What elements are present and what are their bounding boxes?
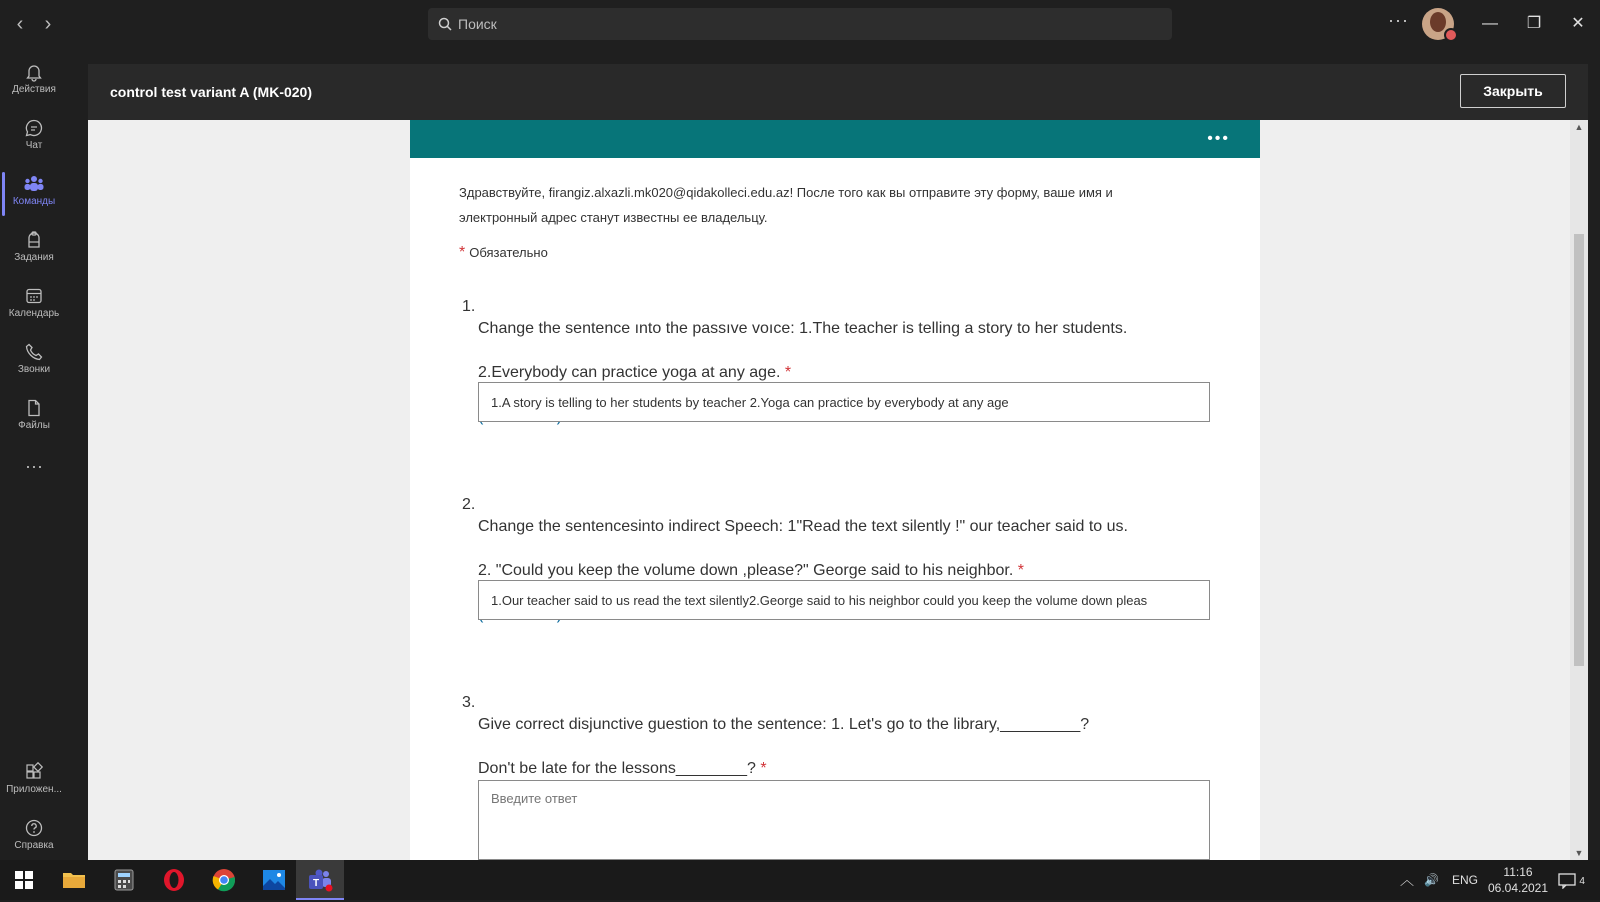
rail-item-help[interactable]: [0, 810, 68, 866]
left-rail: [0, 48, 68, 860]
rail-label: Команды: [12, 196, 56, 207]
answer-field-1[interactable]: 1.A story is telling to her students by teacher 2.Yoga can practice by everybody at any age: [478, 382, 1210, 422]
chat-icon: [24, 118, 44, 138]
question-2: [462, 494, 1222, 579]
required-star: *: [1017, 562, 1024, 579]
windows-icon: [15, 871, 33, 889]
calendar-icon: [24, 286, 44, 306]
file-explorer-button[interactable]: [50, 860, 98, 900]
question-line: Change the sentence ınto the passıve voıce: 1.The teacher is telling a story to her students.: [478, 320, 1128, 337]
presence-status-icon: [1444, 28, 1458, 42]
question-number: 3.: [462, 694, 476, 711]
clock[interactable]: [1486, 864, 1550, 896]
apps-icon: [24, 762, 44, 782]
taskbar: [0, 860, 1600, 900]
vertical-scrollbar[interactable]: [1570, 120, 1588, 860]
rail-label: Чат: [25, 140, 43, 151]
chrome-icon: [212, 868, 236, 892]
calculator-button[interactable]: [100, 860, 148, 900]
question-text: [478, 494, 1198, 648]
teams-icon: [23, 174, 45, 194]
clock-date: 06.04.2021: [1487, 881, 1549, 895]
opera-button[interactable]: [150, 860, 198, 900]
folder-icon: [62, 870, 86, 890]
question-number: 1.: [462, 298, 476, 315]
scroll-down-arrow-icon[interactable]: ▼: [1574, 848, 1584, 858]
search-icon: [438, 17, 452, 31]
opera-icon: [162, 868, 186, 892]
question-line: Don't be late for the lessons________?: [478, 760, 756, 777]
question-line: Give correct disjunctive guestion to the sentence: 1. Let's go to the library,_________?: [478, 716, 1090, 733]
rail-item-teams[interactable]: [0, 166, 68, 222]
question-text: [478, 296, 1198, 450]
question-1: [462, 296, 1222, 381]
photos-icon: [262, 869, 286, 891]
rail-item-files[interactable]: [0, 390, 68, 446]
rail-label: Задания: [14, 252, 54, 263]
minimize-icon[interactable]: —: [1482, 15, 1498, 32]
form-card: [410, 120, 1260, 860]
form-viewport: [88, 120, 1570, 860]
notification-center-icon: [1558, 873, 1576, 889]
teams-app-icon: [307, 868, 333, 892]
rail-item-assignments[interactable]: [0, 222, 68, 278]
search-input[interactable]: [428, 8, 1172, 40]
rail-item-apps[interactable]: [0, 754, 68, 810]
assignments-icon: [24, 230, 44, 250]
app-header: [88, 64, 1588, 120]
chrome-button[interactable]: [200, 860, 248, 900]
calculator-icon: [114, 869, 134, 891]
language-indicator[interactable]: ENG: [1452, 873, 1479, 887]
answer-field-3[interactable]: Введите ответ: [478, 780, 1210, 860]
scroll-up-arrow-icon[interactable]: ▲: [1574, 122, 1584, 132]
phone-icon: [24, 342, 44, 362]
question-3: [462, 692, 1222, 777]
more-apps-icon[interactable]: ···: [25, 456, 43, 476]
rail-label: Действия: [12, 84, 56, 95]
scroll-thumb[interactable]: [1574, 234, 1584, 666]
required-star: *: [459, 244, 466, 261]
notification-count: 4: [1579, 876, 1585, 887]
volume-icon[interactable]: 🔊: [1424, 873, 1439, 887]
file-icon: [24, 398, 44, 418]
bell-icon: [24, 62, 44, 82]
required-star: *: [760, 760, 767, 777]
answer-field-2[interactable]: 1.Our teacher said to us read the text silently2.George said to his neighbor could you keep the volume down pleas: [478, 580, 1210, 620]
close-button[interactable]: Закрыть: [1460, 74, 1566, 108]
start-button[interactable]: [0, 860, 48, 900]
question-line: Change the sentencesinto indirect Speech: 1"Read the text silently !" our teacher said to us.: [478, 518, 1128, 535]
rail-label: Календарь: [8, 308, 60, 319]
intro-line: электронный адрес станут известны ее владельцу.: [459, 210, 768, 225]
clock-time: 11:16: [1503, 865, 1533, 879]
search-placeholder: Поиск: [458, 16, 497, 32]
required-label: Обязательно: [469, 245, 548, 260]
intro-line: Здравствуйте, firangiz.alxazli.mk020@qidakolleci.edu.az! После того как вы отправите эту форму, ваше имя и: [459, 185, 1113, 200]
intro-text: [459, 180, 1179, 230]
teams-button[interactable]: [296, 860, 344, 900]
page-title: control test variant A (MK-020): [110, 84, 312, 100]
rail-item-chat[interactable]: [0, 110, 68, 166]
back-arrow-icon[interactable]: ‹: [16, 13, 24, 35]
form-banner: [410, 120, 1260, 158]
more-options-icon[interactable]: ···: [1388, 10, 1409, 30]
required-star: *: [784, 364, 792, 381]
question-line: 2.Everybody can practice yoga at any age.: [478, 364, 781, 381]
rail-item-calls[interactable]: [0, 334, 68, 390]
help-icon: [24, 818, 44, 838]
forward-arrow-icon[interactable]: ›: [44, 13, 52, 35]
rail-label: Звонки: [17, 364, 51, 375]
rail-label: Приложен...: [6, 784, 62, 795]
title-bar: [0, 0, 1600, 48]
show-hidden-icons-icon[interactable]: ︿: [1400, 872, 1414, 888]
notifications-icon[interactable]: [1558, 860, 1585, 900]
more-options-icon[interactable]: •••: [1207, 130, 1230, 147]
rail-label: Справка: [14, 840, 54, 851]
question-line: 2. "Could you keep the volume down ,please?" George said to his neighbor.: [478, 562, 1014, 579]
required-note: [459, 244, 548, 262]
question-number: 2.: [462, 496, 476, 513]
rail-item-activity[interactable]: [0, 54, 68, 110]
svg-text:T: T: [312, 878, 320, 889]
rail-item-calendar[interactable]: [0, 278, 68, 334]
rail-label: Файлы: [18, 420, 50, 431]
restore-icon[interactable]: ❐: [1526, 15, 1542, 32]
photos-button[interactable]: [250, 860, 298, 900]
close-window-icon[interactable]: ✕: [1571, 15, 1585, 32]
